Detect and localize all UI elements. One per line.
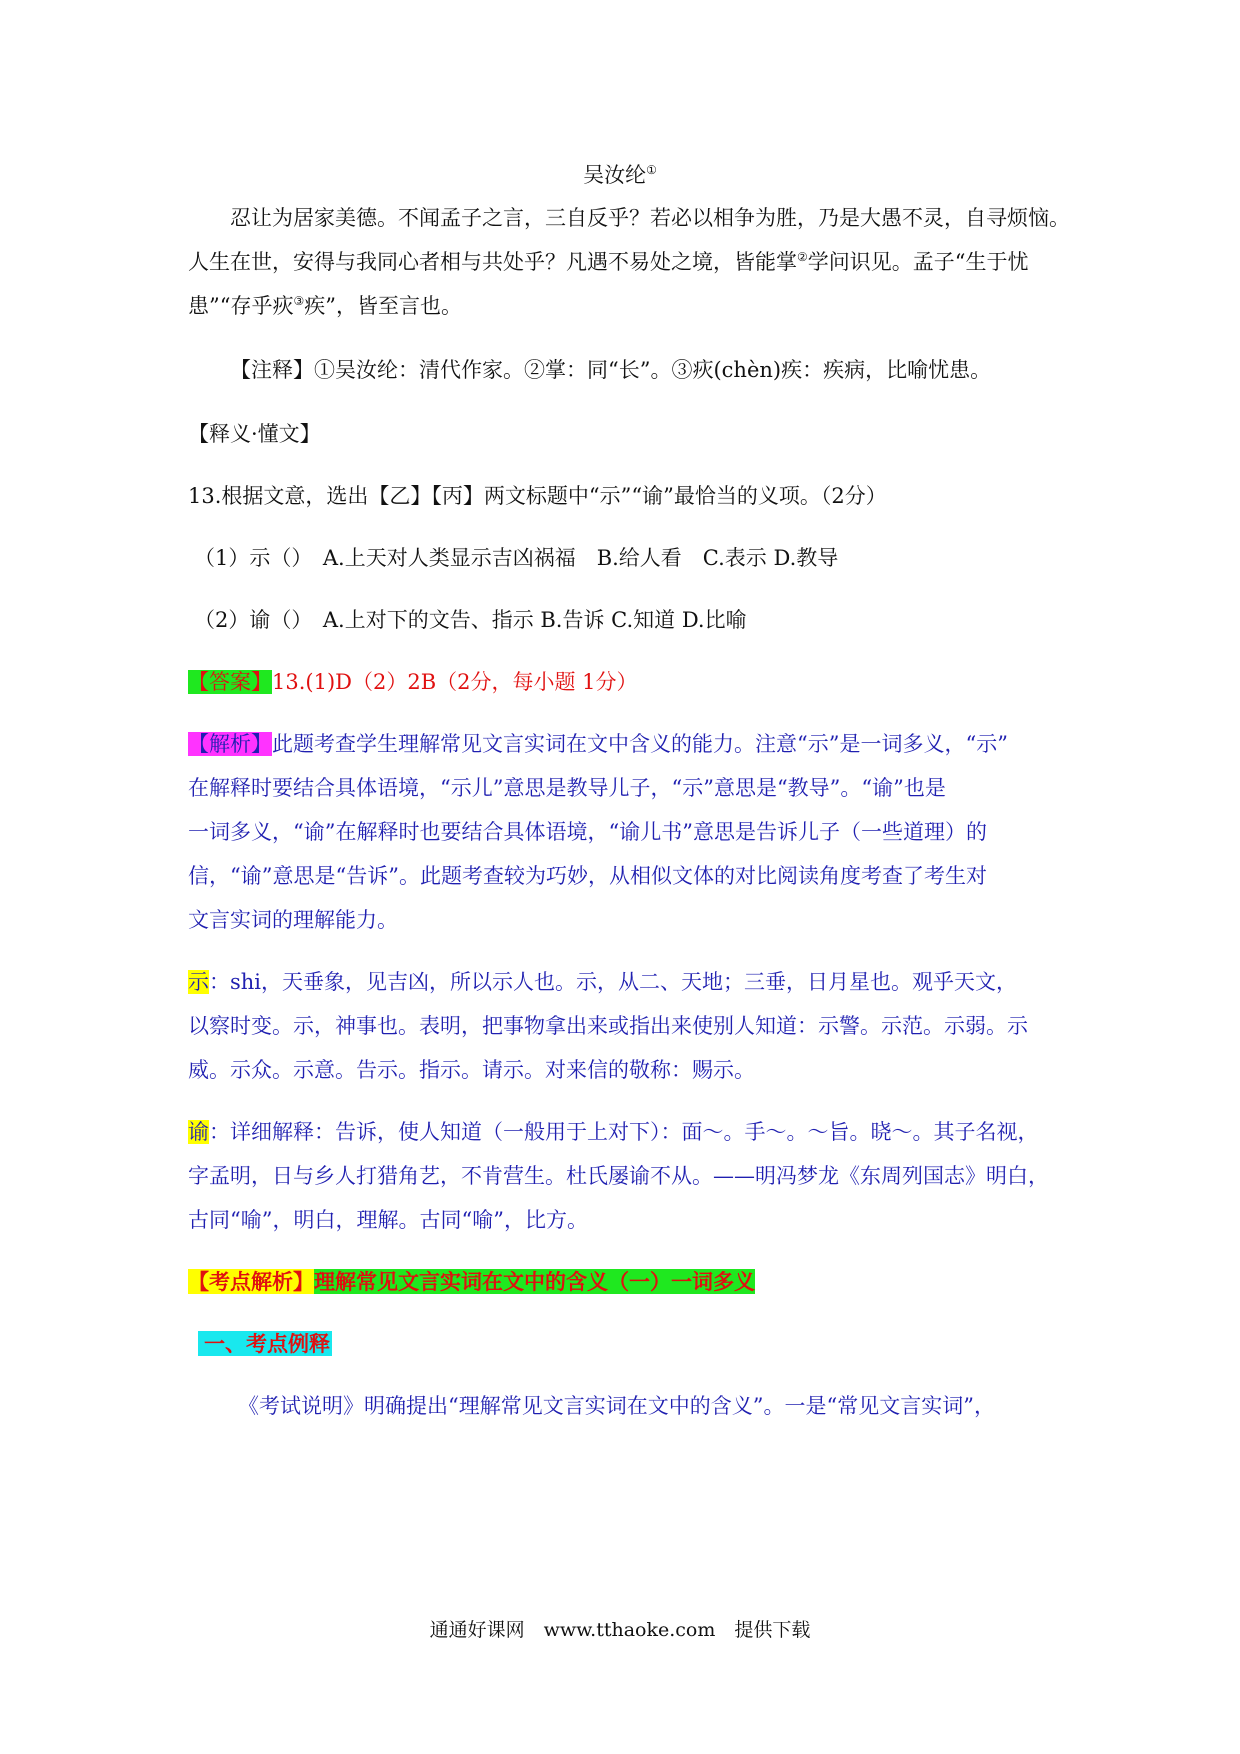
yu-line-3: 古同“喻”，明白，理解。古同“喻”，比方。 <box>188 1208 588 1232</box>
analysis-line-5: 文言实词的理解能力。 <box>188 908 398 932</box>
shi-line-1-text: ：shi，天垂象，见吉凶，所以示人也。示，从二、天地；三垂，日月星也。观乎天文， <box>209 970 1018 994</box>
analysis-line-4: 信，“谕”意思是“告诉”。此题考查较为巧妙，从相似文体的对比阅读角度考查了考生对 <box>188 864 987 888</box>
passage-line-3 <box>188 292 462 320</box>
passage-line-3-b: 疾”，皆至言也。 <box>304 294 462 318</box>
question-stem: 13.根据文意，选出【乙】【丙】两文标题中“示”“谕”最恰当的义项。（2分） <box>188 484 887 508</box>
annotation: 【注释】①吴汝纶：清代作家。②掌：同“长”。③疢(chèn)疾：疾病，比喻忧患。 <box>230 358 992 382</box>
shi-line-1 <box>188 968 1017 996</box>
analysis-line-1-text: 此题考查学生理解常见文言实词在文中含义的能力。注意“示”是一词多义，“示” <box>272 732 1008 756</box>
analysis-line-3: 一词多义，“谕”在解释时也要结合具体语境，“谕儿书”意思是告诉儿子（一些道理）的 <box>188 820 987 844</box>
kaodian-heading <box>188 1268 755 1296</box>
yu-line-2: 字孟明，日与乡人打猎角艺，不肯营生。杜氏屡谕不从。——明冯梦龙《东周列国志》明白， <box>188 1164 1049 1188</box>
shi-label: 示 <box>188 970 209 994</box>
title-text: 吴汝纶 <box>583 163 647 187</box>
analysis-line-1 <box>188 730 1008 758</box>
answer-text: 13.(1)D（2）2B（2分，每小题 1分） <box>272 670 638 694</box>
passage-line-2-b: 学问识见。孟子“生于忧 <box>807 250 1029 274</box>
kaodian-label: 【考点解析】 <box>188 1269 314 1294</box>
passage-line-2 <box>188 248 1029 276</box>
question-option-1: （1）示（） A.上天对人类显示吉凶祸福 B.给人看 C.表示 D.教导 <box>194 546 839 570</box>
footnote-mark-2: ② <box>797 250 808 264</box>
passage-line-3-a: 患”“存乎疢 <box>188 294 294 318</box>
passage-line-1: 忍让为居家美德。不闻孟子之言，三自反乎？若必以相争为胜，乃是大愚不灵，自寻烦恼。 <box>230 206 1070 230</box>
shi-line-2: 以察时变。示，神事也。表明，把事物拿出来或指出来使别人知道：示警。示范。示弱。示 <box>188 1014 1028 1038</box>
passage-line-2-a: 人生在世，安得与我同心者相与共处乎？凡遇不易处之境，皆能掌 <box>188 250 797 274</box>
title-footnote-mark: ① <box>646 163 657 177</box>
footnote-mark-3: ③ <box>293 294 305 308</box>
kaodian-title: 理解常见文言实词在文中的含义（一）一词多义 <box>314 1269 755 1294</box>
subsection-text: 一、考点例释 <box>198 1331 332 1356</box>
analysis-label: 【解析】 <box>188 732 272 756</box>
yu-line-1-text: ：详细解释：告诉，使人知道（一般用于上对下）：面～。手～。～旨。晓～。其子名视， <box>209 1120 1039 1144</box>
last-paragraph: 《考试说明》明确提出“理解常见文言实词在文中的含义”。一是“常见文言实词”， <box>238 1394 995 1418</box>
section-heading: 【释义·懂文】 <box>188 422 321 446</box>
subsection-heading <box>198 1330 332 1358</box>
shi-line-3: 威。示众。示意。告示。指示。请示。对来信的敬称：赐示。 <box>188 1058 755 1082</box>
answer-line <box>188 668 638 696</box>
page-footer: 通通好课网 www.tthaoke.com 提供下载 <box>429 1619 811 1641</box>
yu-line-1 <box>188 1118 1039 1146</box>
answer-label: 【答案】 <box>188 670 272 694</box>
yu-label: 谕 <box>188 1120 209 1144</box>
passage-title <box>0 161 1240 189</box>
question-option-2: （2）谕（） A.上对下的文告、指示 B.告诉 C.知道 D.比喻 <box>194 608 747 632</box>
analysis-line-2: 在解释时要结合具体语境，“示儿”意思是教导儿子，“示”意思是“教导”。“谕”也是 <box>188 776 946 800</box>
